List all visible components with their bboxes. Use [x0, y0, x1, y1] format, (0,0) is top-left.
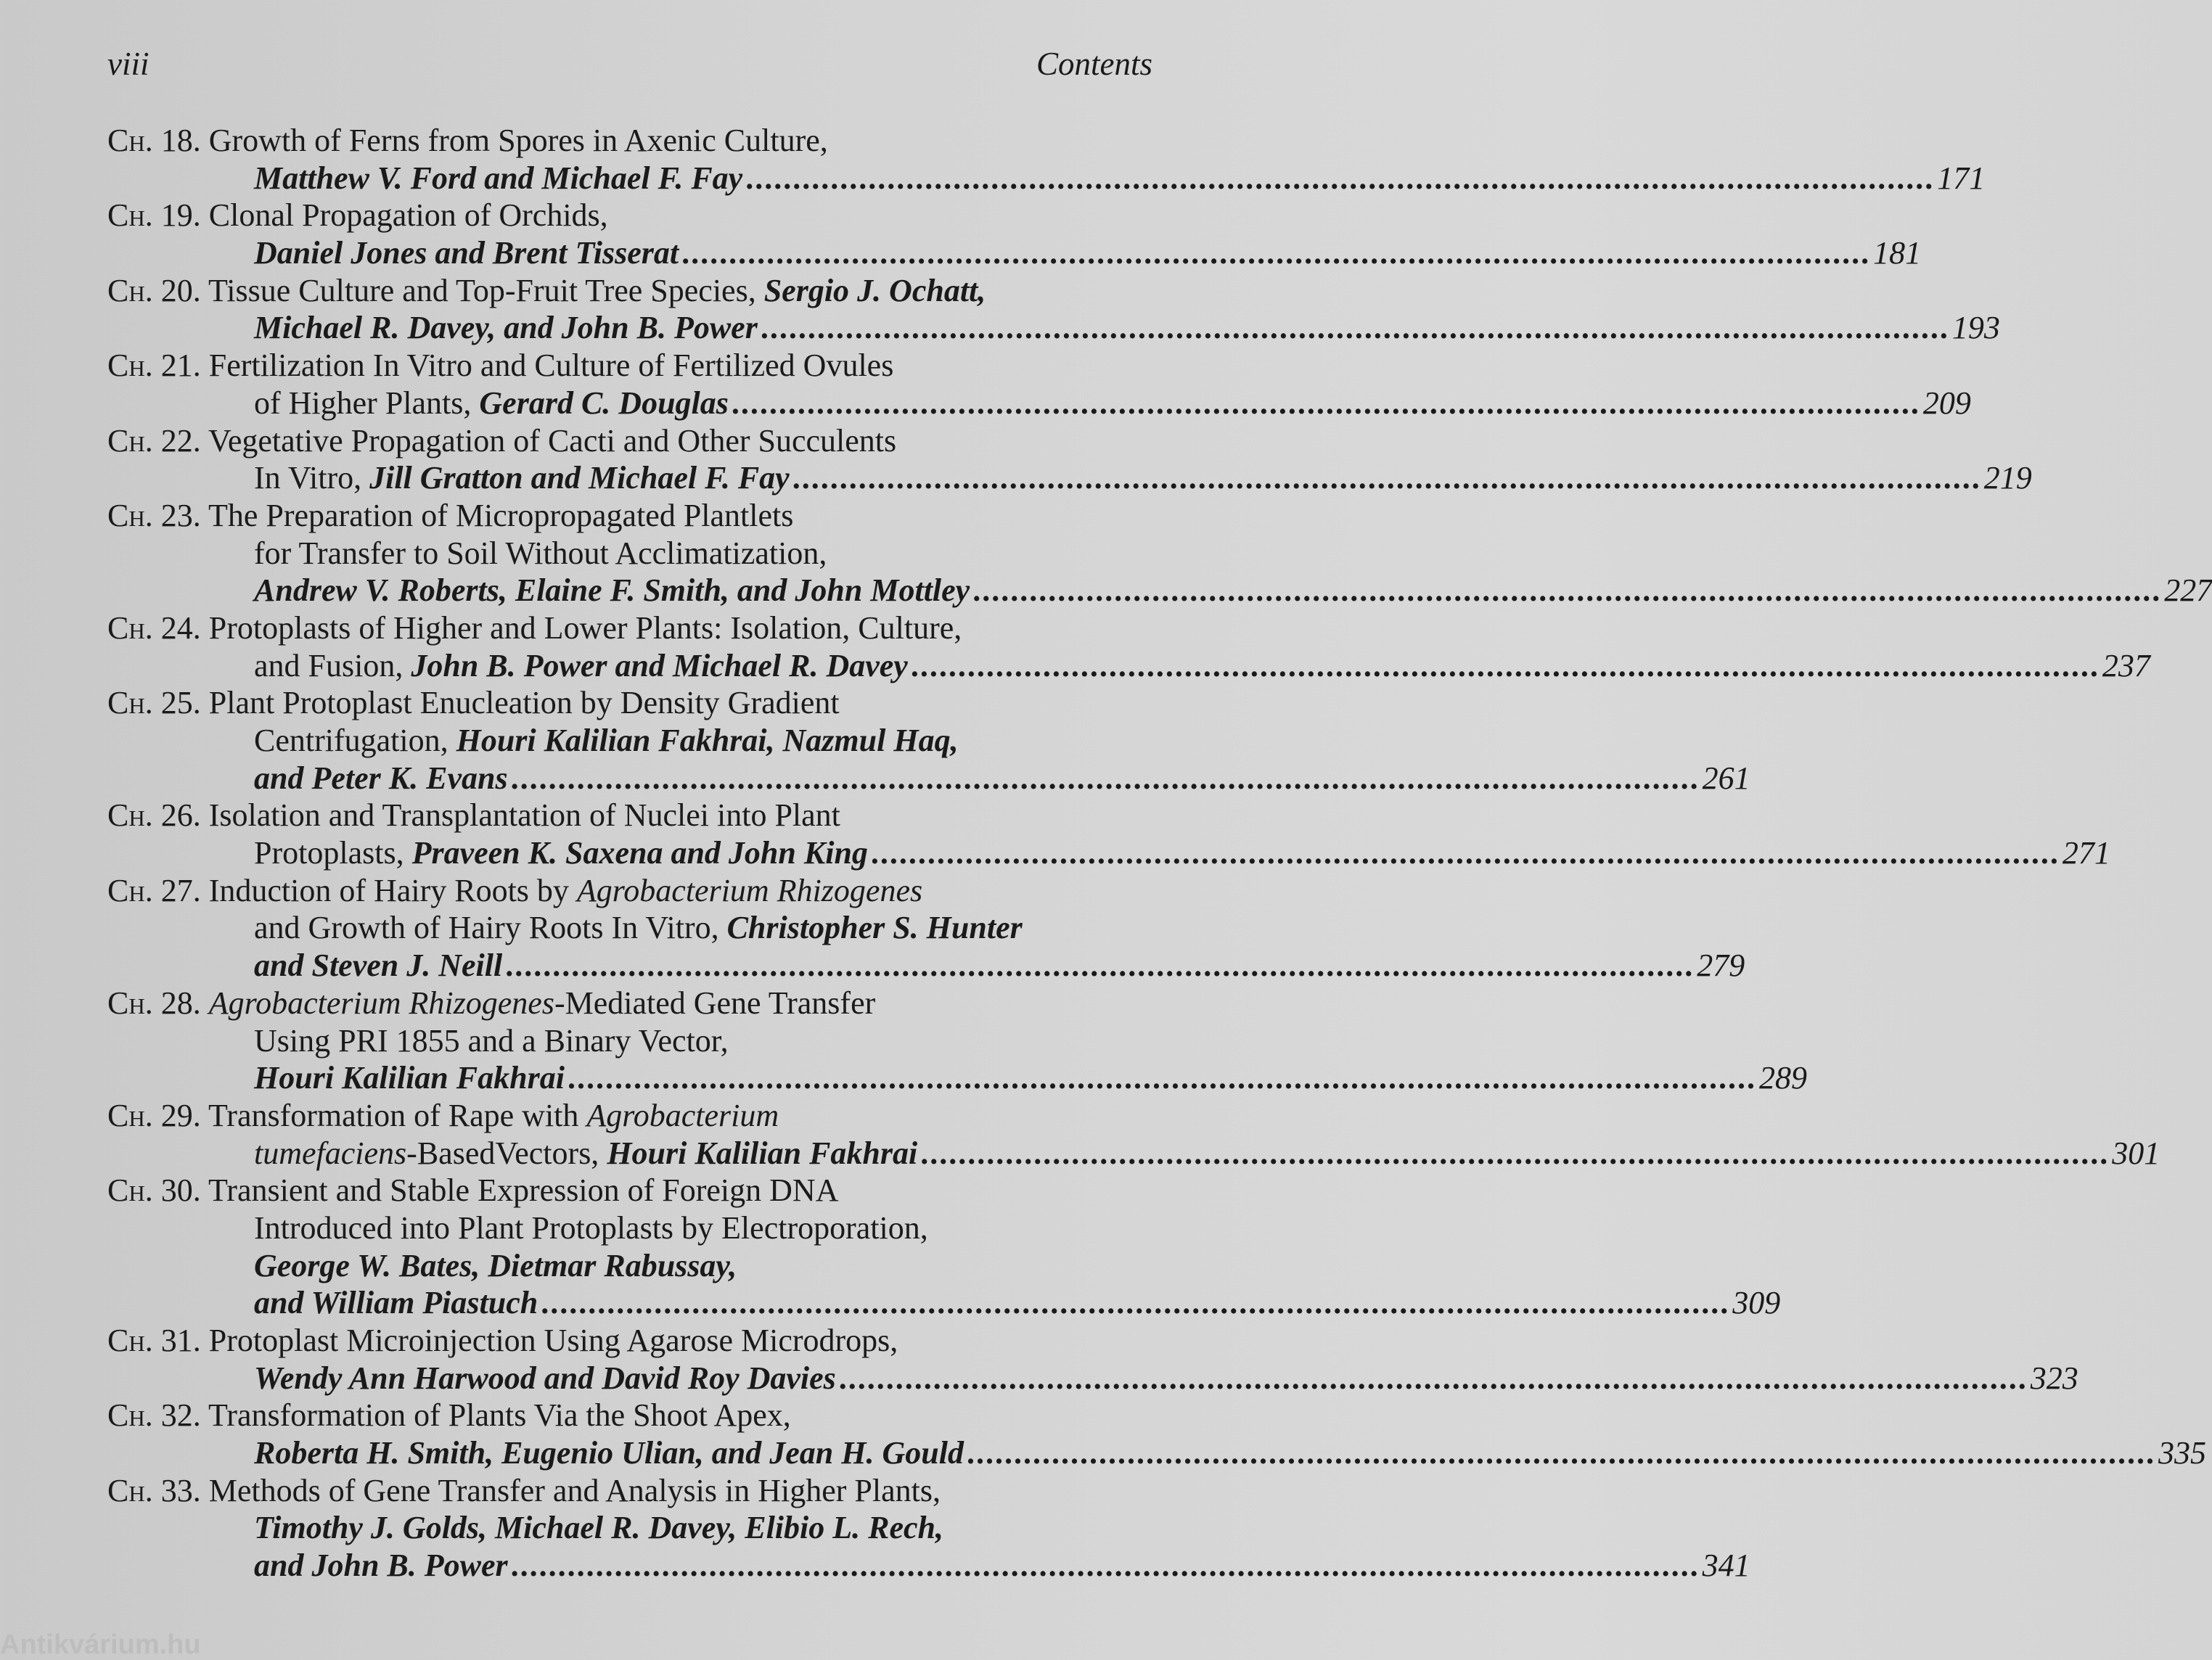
- leader-dots: ..............................................................................................................................: [731, 385, 1920, 421]
- toc-entry-30-title: [107, 1209, 1157, 1247]
- chapter-title: Transformation of Rape with: [208, 1097, 579, 1133]
- toc-entry-20: [107, 272, 1157, 310]
- leader-dots: ..............................................................................................................................: [870, 835, 2060, 871]
- toc-entry-28-title: [107, 1022, 1157, 1060]
- chapter-number: Ch. 21.: [107, 348, 201, 384]
- leader-dots: ..............................................................................................................................: [972, 572, 2162, 609]
- page-ref: 323: [2030, 1360, 2078, 1396]
- chapter-authors: and John B. Power: [254, 1548, 508, 1584]
- chapter-number: Ch. 27.: [107, 872, 201, 908]
- leader-dots: ..............................................................................................................................: [792, 460, 1981, 496]
- toc-entry-19-authors: [107, 234, 1922, 272]
- toc-entry-19: [107, 197, 1157, 234]
- toc-entry-20-authors: [107, 309, 2000, 347]
- chapter-number: Ch. 22.: [107, 422, 201, 459]
- chapter-number: Ch. 30.: [107, 1172, 201, 1209]
- species-name: Agrobacterium Rhizogenes: [576, 872, 923, 908]
- chapter-title: Tissue Culture and Top-Fruit Tree Species,: [208, 272, 756, 308]
- page-ref: 309: [1732, 1285, 1781, 1321]
- leader-dots: ..............................................................................................................................: [567, 1060, 1756, 1096]
- leader-dots: ..............................................................................................................................: [510, 1548, 1700, 1584]
- page-ref: 279: [1697, 948, 1745, 984]
- chapter-authors: and Peter K. Evans: [254, 760, 508, 796]
- toc-entry-27-title: [107, 909, 1157, 947]
- toc-entry-22-authors: [107, 459, 2032, 497]
- toc-entry-25-authors: [107, 760, 1750, 797]
- page-header: [107, 45, 1152, 89]
- page-ref: 227: [2164, 572, 2212, 609]
- leader-dots: ..............................................................................................................................: [510, 760, 1700, 796]
- chapter-title: Introduced into Plant Protoplasts by Electroporation,: [254, 1209, 928, 1246]
- leader-dots: ..............................................................................................................................: [760, 310, 1949, 346]
- chapter-title: Centrifugation,: [254, 723, 448, 758]
- chapter-authors: and Steven J. Neill: [254, 948, 503, 984]
- toc-entry-27-authors: [107, 947, 1745, 985]
- chapter-title: and Fusion,: [254, 647, 404, 683]
- toc-entry-22: [107, 422, 1157, 460]
- toc-entry-23-title: [107, 535, 1157, 572]
- toc-entry-26: [107, 797, 1157, 834]
- page-ref: 301: [2112, 1135, 2160, 1171]
- chapter-number: Ch. 23.: [107, 497, 201, 533]
- toc-entry-25-title: [107, 722, 1157, 760]
- chapter-authors: George W. Bates, Dietmar Rabussay,: [254, 1247, 737, 1283]
- chapter-title: In Vitro,: [254, 460, 362, 496]
- chapter-authors: Matthew V. Ford and Michael F. Fay: [254, 160, 743, 196]
- chapter-title: Protoplasts of Higher and Lower Plants: Isolation, Culture,: [208, 609, 962, 646]
- page-ref: 261: [1702, 760, 1750, 796]
- species-name: Agrobacterium: [586, 1097, 779, 1133]
- toc-entry-21-authors: [107, 385, 1971, 422]
- chapter-authors: Timothy J. Golds, Michael R. Davey, Elibio L. Rech,: [254, 1510, 943, 1546]
- leader-dots: ..............................................................................................................................: [910, 647, 2100, 683]
- chapter-number: Ch. 29.: [107, 1097, 201, 1133]
- chapter-title: for Transfer to Soil Without Acclimatization,: [254, 535, 827, 571]
- chapter-authors: Houri Kalilian Fakhrai: [607, 1135, 918, 1171]
- chapter-authors: Daniel Jones and Brent Tisserat: [254, 235, 679, 271]
- page-ref: 341: [1702, 1548, 1750, 1584]
- toc-entry-32-authors: [107, 1434, 2206, 1472]
- page-ref: 335: [2158, 1435, 2206, 1471]
- chapter-number: Ch. 32.: [107, 1397, 201, 1434]
- chapter-authors: Michael R. Davey, and John B. Power: [254, 310, 758, 346]
- chapter-authors: Wendy Ann Harwood and David Roy Davies: [254, 1360, 836, 1396]
- toc-entry-33: [107, 1472, 1157, 1510]
- chapter-number: Ch. 28.: [107, 985, 201, 1021]
- chapter-title: Induction of Hairy Roots by: [208, 872, 569, 908]
- toc-entry-24-authors: [107, 647, 2150, 685]
- chapter-authors: Christopher S. Hunter: [726, 910, 1023, 946]
- chapter-title: Protoplast Microinjection Using Agarose Microdrops,: [208, 1323, 898, 1358]
- leader-dots: ..............................................................................................................................: [966, 1435, 2155, 1471]
- page-ref: 193: [1951, 310, 2000, 346]
- page-ref: 219: [1983, 460, 2032, 496]
- toc-entry-29-authors: [107, 1135, 2160, 1172]
- page-ref: 289: [1758, 1060, 1807, 1096]
- leader-dots: ..............................................................................................................................: [745, 160, 1935, 196]
- toc-entry-18-authors: [107, 160, 1986, 197]
- species-name: Agrobacterium Rhizogenes: [208, 985, 554, 1021]
- chapter-title: Growth of Ferns from Spores in Axenic Culture,: [208, 123, 828, 158]
- leader-dots: ..............................................................................................................................: [838, 1360, 2028, 1396]
- chapter-title: -BasedVectors,: [406, 1135, 599, 1171]
- chapter-title: Protoplasts,: [254, 835, 404, 871]
- chapter-title: The Preparation of Micropropagated Plantlets: [208, 497, 794, 533]
- toc-entry-28-authors: [107, 1059, 1807, 1097]
- leader-dots: ..............................................................................................................................: [920, 1135, 2110, 1171]
- chapter-title: of Higher Plants,: [254, 385, 472, 421]
- chapter-number: Ch. 33.: [107, 1472, 201, 1508]
- page-ref: 171: [1937, 160, 1986, 196]
- toc-entry-30-authors-a: [107, 1247, 1157, 1285]
- toc-entry-21: [107, 347, 1157, 385]
- toc-entry-33-authors-a: [107, 1509, 1157, 1547]
- toc-entry-33-authors: [107, 1547, 1750, 1585]
- toc-entry-23-authors: [107, 572, 2212, 609]
- toc-entry-30: [107, 1172, 1157, 1209]
- chapter-title: and Growth of Hairy Roots In Vitro,: [254, 910, 719, 946]
- chapter-number: Ch. 20.: [107, 272, 201, 308]
- chapter-title: Clonal Propagation of Orchids,: [208, 197, 608, 234]
- chapter-title: Vegetative Propagation of Cacti and Other Succulents: [208, 422, 897, 459]
- table-of-contents: [107, 122, 2212, 1585]
- toc-entry-26-authors: [107, 834, 2110, 872]
- chapter-authors: Houri Kalilian Fakhrai: [254, 1060, 565, 1096]
- section-title: Contents: [1036, 46, 1152, 82]
- page-ref: 271: [2062, 835, 2110, 871]
- chapter-title: Methods of Gene Transfer and Analysis in Higher Plants,: [208, 1472, 941, 1508]
- species-name: tumefaciens: [254, 1135, 407, 1171]
- chapter-title: -Mediated Gene Transfer: [554, 985, 876, 1021]
- toc-entry-32: [107, 1397, 1157, 1434]
- leader-dots: ..............................................................................................................................: [505, 948, 1695, 984]
- chapter-authors: Praveen K. Saxena and John King: [411, 835, 868, 871]
- page-ref: 237: [2102, 647, 2150, 683]
- leader-dots: ..............................................................................................................................: [541, 1285, 1730, 1321]
- page-ref: 209: [1922, 385, 1971, 421]
- chapter-title: Using PRI 1855 and a Binary Vector,: [254, 1022, 729, 1059]
- toc-entry-31: [107, 1322, 1157, 1360]
- chapter-number: Ch. 19.: [107, 197, 201, 234]
- chapter-authors: Andrew V. Roberts, Elaine F. Smith, and John Mottley: [254, 572, 970, 609]
- chapter-authors: Roberta H. Smith, Eugenio Ulian, and Jean H. Gould: [254, 1435, 964, 1471]
- toc-entry-23: [107, 497, 1157, 535]
- chapter-authors: Sergio J. Ochatt,: [763, 272, 986, 308]
- page-number: viii: [107, 46, 149, 82]
- toc-entry-31-authors: [107, 1360, 2078, 1397]
- toc-entry-24: [107, 609, 1157, 647]
- chapter-title: Plant Protoplast Enucleation by Density Gradient: [208, 685, 840, 721]
- leader-dots: ..............................................................................................................................: [681, 235, 1871, 271]
- chapter-title: Isolation and Transplantation of Nuclei into Plant: [208, 797, 840, 834]
- page-ref: 181: [1873, 235, 1922, 271]
- chapter-number: Ch. 24.: [107, 609, 201, 646]
- chapter-authors: Jill Gratton and Michael F. Fay: [369, 460, 790, 496]
- toc-entry-29: [107, 1097, 1157, 1135]
- chapter-number: Ch. 31.: [107, 1323, 201, 1358]
- chapter-number: Ch. 25.: [107, 685, 201, 721]
- toc-entry-27: [107, 872, 1157, 910]
- chapter-authors: and William Piastuch: [254, 1285, 538, 1321]
- watermark: Antikvárium.hu: [0, 1630, 201, 1660]
- toc-entry-18: [107, 122, 1157, 160]
- chapter-number: Ch. 18.: [107, 123, 201, 158]
- chapter-title: Transformation of Plants Via the Shoot Apex,: [208, 1397, 791, 1434]
- toc-entry-30-authors: [107, 1284, 1781, 1322]
- toc-entry-28: [107, 985, 1157, 1022]
- toc-entry-25: [107, 684, 1157, 722]
- chapter-title: Fertilization In Vitro and Culture of Fertilized Ovules: [208, 348, 894, 384]
- chapter-authors: Gerard C. Douglas: [479, 385, 729, 421]
- chapter-authors: John B. Power and Michael R. Davey: [411, 647, 908, 683]
- chapter-number: Ch. 26.: [107, 797, 201, 834]
- chapter-authors: Houri Kalilian Fakhrai, Nazmul Haq,: [456, 723, 959, 758]
- chapter-title: Transient and Stable Expression of Foreign DNA: [208, 1172, 839, 1209]
